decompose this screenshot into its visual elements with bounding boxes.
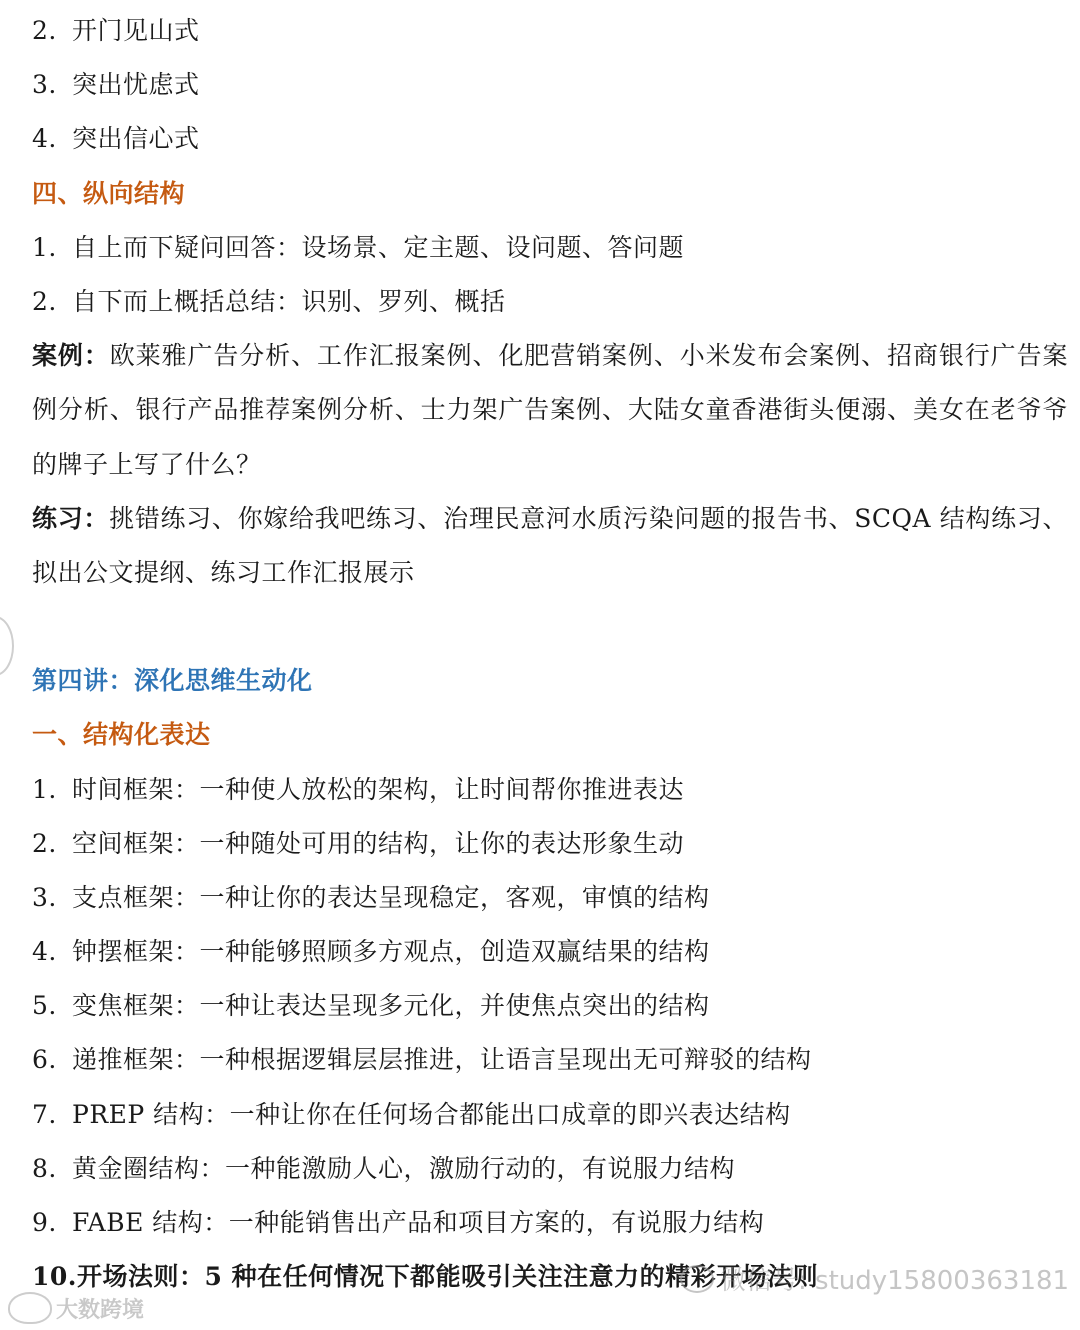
list-text: 突出忧虑式 xyxy=(72,70,200,100)
list-number: 3. xyxy=(32,70,57,100)
list-item xyxy=(32,763,1068,817)
list-number: 9. xyxy=(32,1208,57,1238)
list-number: 10. xyxy=(32,1262,77,1292)
list-text: 自下而上概括总结：识别、罗列、概括 xyxy=(72,286,506,316)
case-text: 欧莱雅广告分析、工作汇报案例、化肥营销案例、小米发布会案例、招商银行广告案例分析、银行产品推荐案例分析、士力架广告案例、大陆女童香港街头便溺、美女在老爷爷的牌子上写了什么？ xyxy=(32,341,1068,479)
list-text: 开门见山式 xyxy=(72,16,200,45)
list-item xyxy=(32,1196,1068,1250)
list-text: 自上而下疑问回答：设场景、定主题、设问题、答问题 xyxy=(72,232,685,262)
list-item xyxy=(32,1088,1068,1142)
section-heading-vertical-structure: 四、纵向结构 xyxy=(32,178,186,208)
list-item xyxy=(32,221,1068,275)
list-number: 2. xyxy=(32,286,57,316)
section-spacer xyxy=(32,600,1068,654)
practice-text: 挑错练习、你嫁给我吧练习、治理民意河水质污染问题的报告书、SCQA 结构练习、拟出公文提纲、练习工作汇报展示 xyxy=(32,503,1068,587)
list-text: 黄金圈结构：一种能激励人心，激励行动的，有说服力结构 xyxy=(72,1153,736,1183)
list-item xyxy=(32,1033,1068,1087)
list-number: 7. xyxy=(32,1099,57,1129)
list-number: 1. xyxy=(32,774,57,804)
list-text: 钟摆框架：一种能够照顾多方观点，创造双赢结果的结构 xyxy=(72,937,710,967)
list-item xyxy=(32,58,1068,112)
case-label: 案例： xyxy=(32,341,110,371)
list-number: 6. xyxy=(32,1045,57,1075)
list-number: 1. xyxy=(32,232,57,262)
list-text: 突出信心式 xyxy=(72,124,200,154)
list-number: 2. xyxy=(32,16,57,45)
list-text: 时间框架：一种使人放松的架构，让时间帮你推进表达 xyxy=(72,774,685,804)
list-item xyxy=(32,1142,1068,1196)
list-text: 变焦框架：一种让表达呈现多元化，并使焦点突出的结构 xyxy=(72,991,710,1021)
section-heading-structured-expression: 一、结构化表达 xyxy=(32,720,211,750)
list-text: PREP 结构：一种让你在任何场合都能出口成章的即兴表达结构 xyxy=(72,1099,791,1129)
list-number: 8. xyxy=(32,1153,57,1183)
list-item xyxy=(32,925,1068,979)
edge-handle-icon xyxy=(0,616,14,676)
list-number: 2. xyxy=(32,828,57,858)
list-item xyxy=(32,275,1068,329)
weibo-icon xyxy=(8,1292,52,1324)
list-text: 空间框架：一种随处可用的结构，让你的表达形象生动 xyxy=(72,828,685,858)
weibo-watermark xyxy=(8,1292,144,1324)
document-body xyxy=(32,4,1068,1304)
list-text: FABE 结构：一种能销售出产品和项目方案的，有说服力结构 xyxy=(72,1208,765,1238)
list-number: 4. xyxy=(32,937,57,967)
wechat-icon xyxy=(680,1265,714,1293)
list-number: 3. xyxy=(32,882,57,912)
list-number: 5. xyxy=(32,991,57,1021)
list-item xyxy=(32,871,1068,925)
list-text: 支点框架：一种让你的表达呈现稳定，客观，审慎的结构 xyxy=(72,882,710,912)
lecture-title: 第四讲：深化思维生动化 xyxy=(32,666,313,696)
list-item xyxy=(32,979,1068,1033)
practice-label: 练习： xyxy=(32,503,110,533)
case-paragraph xyxy=(32,329,1068,492)
list-item xyxy=(32,4,1068,58)
wechat-watermark xyxy=(680,1260,1069,1297)
practice-paragraph xyxy=(32,492,1068,600)
list-item xyxy=(32,817,1068,871)
list-text: 开场法则：5 种在任何情况下都能吸引关注注意力的精彩开场法则 xyxy=(77,1262,819,1292)
list-item xyxy=(32,112,1068,166)
wechat-watermark-text: 微信号: study15800363181 xyxy=(720,1266,1070,1296)
list-number: 4. xyxy=(32,124,57,154)
weibo-watermark-text: 大数跨境 xyxy=(56,1297,145,1323)
list-text: 递推框架：一种根据逻辑层层推进，让语言呈现出无可辩驳的结构 xyxy=(72,1045,812,1075)
